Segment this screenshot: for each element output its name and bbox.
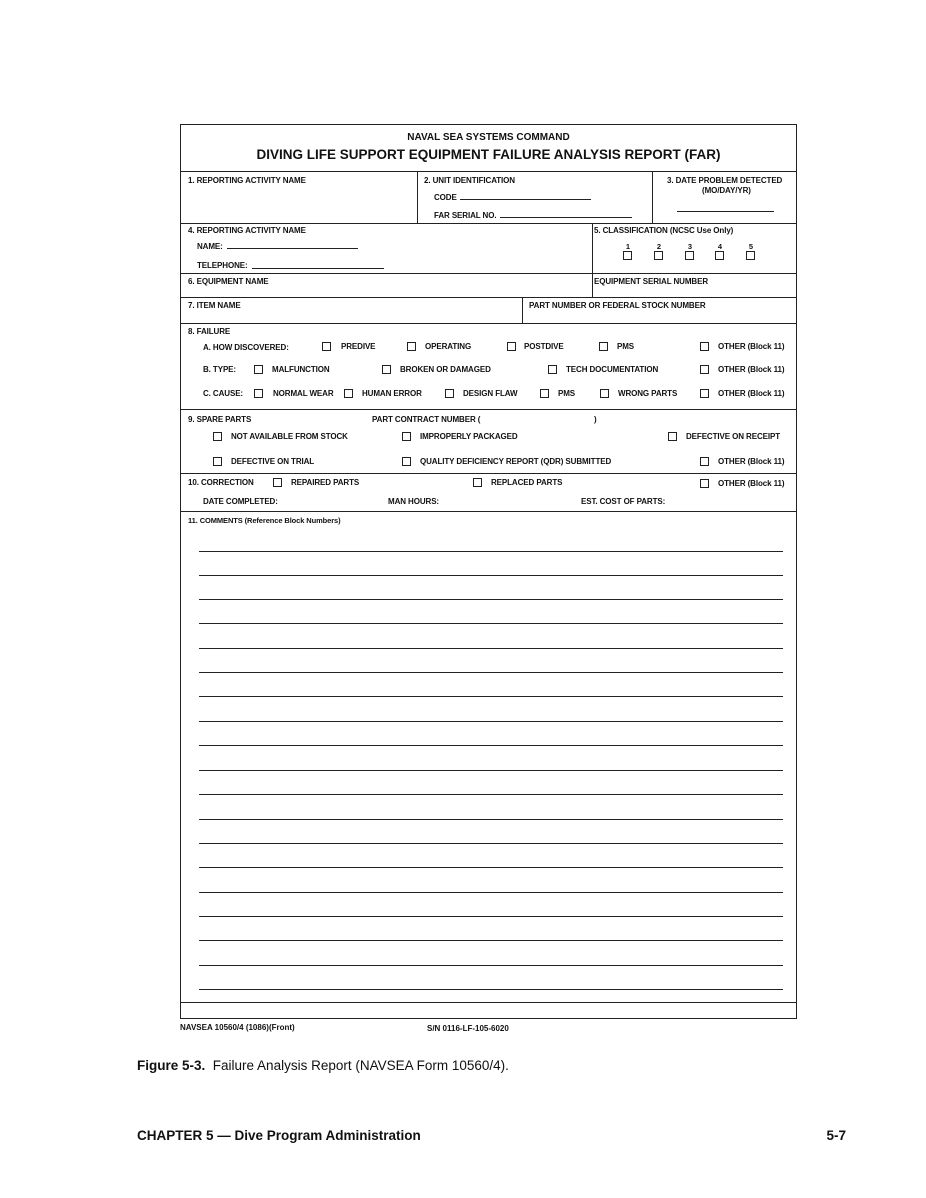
type-label: B. TYPE:	[203, 365, 236, 374]
normal-wear-label: NORMAL WEAR	[273, 389, 334, 398]
divider	[181, 323, 796, 324]
comment-line[interactable]	[199, 721, 783, 722]
comment-line[interactable]	[199, 672, 783, 673]
divider	[181, 473, 796, 474]
malfunction-checkbox[interactable]	[254, 365, 263, 374]
not-available-checkbox[interactable]	[213, 432, 222, 441]
comment-line[interactable]	[199, 599, 783, 600]
divider	[592, 223, 593, 273]
man-hours-label: MAN HOURS:	[388, 497, 439, 506]
predive-checkbox[interactable]	[322, 342, 331, 351]
malfunction-label: MALFUNCTION	[272, 365, 330, 374]
far-serial-label: FAR SERIAL NO.	[434, 211, 497, 220]
improperly-packaged-label: IMPROPERLY PACKAGED	[420, 432, 518, 441]
figure-caption	[137, 1058, 509, 1073]
far-serial-field[interactable]	[500, 217, 632, 218]
comment-line[interactable]	[199, 745, 783, 746]
part-contract-label: PART CONTRACT NUMBER (	[372, 415, 481, 424]
pms-checkbox[interactable]	[599, 342, 608, 351]
predive-label: PREDIVE	[341, 342, 376, 351]
code-label: CODE	[434, 193, 457, 202]
type-other-checkbox[interactable]	[700, 365, 709, 374]
divider	[652, 171, 653, 223]
broken-label: BROKEN OR DAMAGED	[400, 365, 491, 374]
name-field[interactable]	[227, 248, 358, 249]
cause-pms-checkbox[interactable]	[540, 389, 549, 398]
figure-number: Figure 5-3.	[137, 1058, 206, 1073]
replaced-parts-label: REPLACED PARTS	[491, 478, 563, 487]
class-4-checkbox[interactable]	[715, 251, 724, 260]
qdr-checkbox[interactable]	[402, 457, 411, 466]
postdive-checkbox[interactable]	[507, 342, 516, 351]
form-agency: NAVAL SEA SYSTEMS COMMAND	[407, 132, 570, 143]
code-field[interactable]	[460, 199, 591, 200]
comment-line[interactable]	[199, 965, 783, 966]
class-number: 2	[656, 242, 662, 251]
comment-line[interactable]	[199, 623, 783, 624]
wrong-parts-label: WRONG PARTS	[618, 389, 678, 398]
how-other-label: OTHER (Block 11)	[718, 342, 785, 351]
page-number: 5-7	[826, 1128, 846, 1143]
divider	[417, 171, 418, 223]
tech-doc-label: TECH DOCUMENTATION	[566, 365, 659, 374]
block-3-label: 3. DATE PROBLEM DETECTED	[667, 176, 783, 185]
repaired-parts-checkbox[interactable]	[273, 478, 282, 487]
tech-doc-checkbox[interactable]	[548, 365, 557, 374]
defective-receipt-checkbox[interactable]	[668, 432, 677, 441]
date-completed-label: DATE COMPLETED:	[203, 497, 278, 506]
comment-line[interactable]	[199, 794, 783, 795]
comment-line[interactable]	[199, 648, 783, 649]
name-label: NAME:	[197, 242, 223, 251]
repaired-parts-label: REPAIRED PARTS	[291, 478, 360, 487]
operating-checkbox[interactable]	[407, 342, 416, 351]
divider	[522, 297, 523, 323]
comment-line[interactable]	[199, 916, 783, 917]
type-other-label: OTHER (Block 11)	[718, 365, 785, 374]
divider	[181, 273, 796, 274]
divider	[181, 223, 796, 224]
comment-line[interactable]	[199, 843, 783, 844]
comment-line[interactable]	[199, 989, 783, 990]
telephone-label: TELEPHONE:	[197, 261, 248, 270]
correction-other-label: OTHER (Block 11)	[718, 479, 785, 488]
human-error-checkbox[interactable]	[344, 389, 353, 398]
date-problem-field[interactable]	[677, 211, 774, 212]
comment-line[interactable]	[199, 551, 783, 552]
comment-line[interactable]	[199, 867, 783, 868]
design-flaw-checkbox[interactable]	[445, 389, 454, 398]
spare-other-checkbox[interactable]	[700, 457, 709, 466]
pms-label: PMS	[617, 342, 635, 351]
class-1-checkbox[interactable]	[623, 251, 632, 260]
form-title: DIVING LIFE SUPPORT EQUIPMENT FAILURE ANALYSIS REPORT (FAR)	[256, 147, 721, 162]
normal-wear-checkbox[interactable]	[254, 389, 263, 398]
part-number-label: PART NUMBER OR FEDERAL STOCK NUMBER	[529, 301, 706, 310]
defective-receipt-label: DEFECTIVE ON RECEIPT	[686, 432, 781, 441]
block-8-label: 8. FAILURE	[188, 327, 231, 336]
comment-line[interactable]	[199, 819, 783, 820]
block-1-label: 1. REPORTING ACTIVITY NAME	[188, 176, 306, 185]
equipment-serial-label: EQUIPMENT SERIAL NUMBER	[594, 277, 709, 286]
comment-line[interactable]	[199, 575, 783, 576]
form-id: NAVSEA 10560/4 (1086)(Front)	[180, 1023, 295, 1032]
defective-trial-checkbox[interactable]	[213, 457, 222, 466]
cause-pms-label: PMS	[558, 389, 576, 398]
how-other-checkbox[interactable]	[700, 342, 709, 351]
block-11-label: 11. COMMENTS (Reference Block Numbers)	[188, 516, 341, 525]
comment-line[interactable]	[199, 696, 783, 697]
class-2-checkbox[interactable]	[654, 251, 663, 260]
wrong-parts-checkbox[interactable]	[600, 389, 609, 398]
spare-other-label: OTHER (Block 11)	[718, 457, 785, 466]
block-3-sublabel: (MO/DAY/YR)	[702, 186, 751, 195]
divider	[181, 171, 796, 172]
cause-other-label: OTHER (Block 11)	[718, 389, 785, 398]
replaced-parts-checkbox[interactable]	[473, 478, 482, 487]
qdr-label: QUALITY DEFICIENCY REPORT (QDR) SUBMITTED	[420, 457, 612, 466]
class-number: 4	[717, 242, 723, 251]
chapter-footer: CHAPTER 5 — Dive Program Administration	[137, 1128, 421, 1143]
class-3-checkbox[interactable]	[685, 251, 694, 260]
defective-trial-label: DEFECTIVE ON TRIAL	[231, 457, 315, 466]
divider	[181, 409, 796, 410]
class-5-checkbox[interactable]	[746, 251, 755, 260]
class-number: 1	[625, 242, 631, 251]
block-9-label: 9. SPARE PARTS	[188, 415, 252, 424]
cause-other-checkbox[interactable]	[700, 389, 709, 398]
stock-number: S/N 0116-LF-105-6020	[427, 1024, 509, 1033]
broken-checkbox[interactable]	[382, 365, 391, 374]
part-contract-close: )	[594, 415, 597, 424]
figure-text: Failure Analysis Report (NAVSEA Form 10560/4).	[212, 1058, 509, 1073]
class-number: 5	[748, 242, 754, 251]
far-form	[180, 124, 797, 1019]
block-10-label: 10. CORRECTION	[188, 478, 254, 487]
divider	[592, 273, 593, 297]
comment-line[interactable]	[199, 770, 783, 771]
correction-other-checkbox[interactable]	[700, 479, 709, 488]
postdive-label: POSTDIVE	[524, 342, 564, 351]
telephone-field[interactable]	[252, 268, 384, 269]
block-7-label: 7. ITEM NAME	[188, 301, 241, 310]
human-error-label: HUMAN ERROR	[362, 389, 422, 398]
block-2-label: 2. UNIT IDENTIFICATION	[424, 176, 515, 185]
divider	[181, 511, 796, 512]
divider	[181, 1002, 796, 1003]
comment-line[interactable]	[199, 892, 783, 893]
block-5-label: 5. CLASSIFICATION (NCSC Use Only)	[594, 226, 734, 235]
comment-line[interactable]	[199, 940, 783, 941]
design-flaw-label: DESIGN FLAW	[463, 389, 518, 398]
class-number: 3	[687, 242, 693, 251]
block-4-label: 4. REPORTING ACTIVITY NAME	[188, 226, 306, 235]
how-discovered-label: A. HOW DISCOVERED:	[203, 343, 289, 352]
operating-label: OPERATING	[425, 342, 472, 351]
block-6-label: 6. EQUIPMENT NAME	[188, 277, 269, 286]
divider	[181, 297, 796, 298]
improperly-packaged-checkbox[interactable]	[402, 432, 411, 441]
not-available-label: NOT AVAILABLE FROM STOCK	[231, 432, 348, 441]
est-cost-label: EST. COST OF PARTS:	[581, 497, 666, 506]
cause-label: C. CAUSE:	[203, 389, 243, 398]
